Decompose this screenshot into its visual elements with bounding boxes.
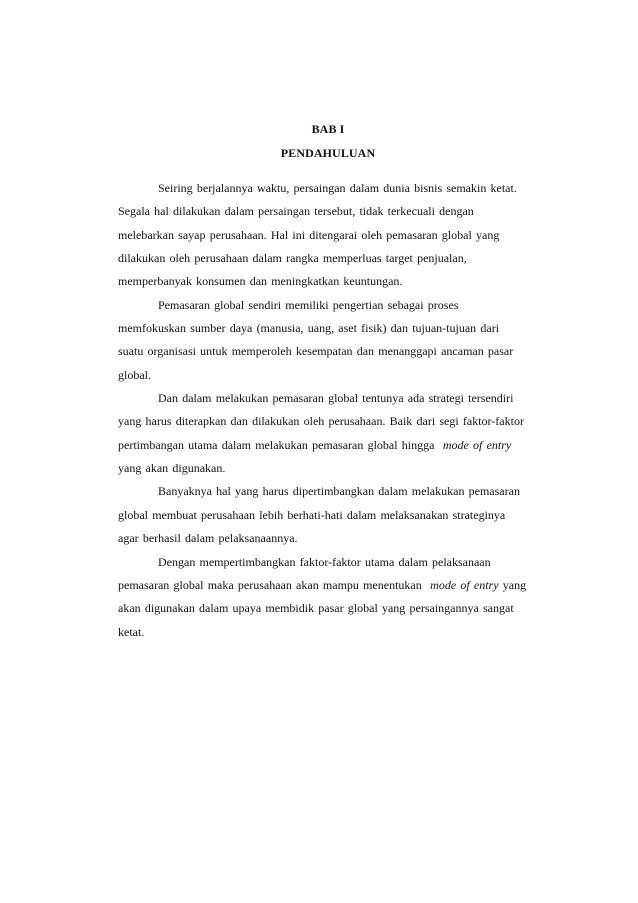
text-line bbox=[118, 574, 548, 597]
text-line-part: pertimbangan utama dalam melakukan pemasaran global hingga bbox=[118, 437, 435, 452]
text-line: dilakukan oleh perusahaan dalam rangka memperluas target penjualan, bbox=[118, 251, 467, 266]
text-line: Pemasaran global sendiri memiliki pengertian sebagai proses bbox=[158, 297, 459, 312]
text-line: Dan dalam melakukan pemasaran global tentunya ada strategi tersendiri bbox=[158, 391, 514, 406]
paragraph-5 bbox=[118, 551, 548, 644]
chapter-number: BAB I bbox=[311, 122, 345, 136]
text-line: Banyaknya hal yang harus dipertimbangkan dalam melakukan pemasaran bbox=[158, 484, 520, 499]
text-line: yang harus diterapkan dan dilakukan oleh perusahaan. Baik dari segi faktor-faktor bbox=[118, 414, 524, 429]
text-line-part: pemasaran global maka perusahaan akan mampu menentukan bbox=[118, 577, 422, 592]
text-line: global. bbox=[118, 367, 151, 382]
text-line: Seiring berjalannya waktu, persaingan dalam dunia bisnis semakin ketat. bbox=[158, 181, 517, 195]
text-line: memfokuskan sumber daya (manusia, uang, aset fisik) dan tujuan-tujuan dari bbox=[118, 321, 500, 336]
paragraph-2 bbox=[118, 294, 548, 387]
paragraph-1 bbox=[118, 177, 548, 294]
text-line-part: yang bbox=[502, 577, 527, 592]
text-line bbox=[118, 434, 548, 457]
italic-term: mode of entry bbox=[430, 577, 499, 592]
text-line: Dengan mempertimbangkan faktor-faktor utama dalam pelaksanaan bbox=[158, 554, 491, 569]
text-line: yang akan digunakan. bbox=[118, 461, 226, 476]
paragraph-4 bbox=[118, 480, 548, 550]
body-text bbox=[118, 177, 548, 644]
chapter-title: PENDAHULUAN bbox=[280, 146, 376, 160]
text-line: akan digunakan dalam upaya membidik pasar global yang persaingannya sangat bbox=[118, 601, 514, 616]
text-line: memperbanyak konsumen dan meningkatkan keuntungan. bbox=[118, 274, 403, 289]
text-line: melebarkan sayap perusahaan. Hal ini ditengarai oleh pemasaran global yang bbox=[118, 227, 500, 242]
text-line: suatu organisasi untuk memperoleh kesempatan dan menanggapi ancaman pasar bbox=[118, 344, 514, 359]
text-line: Segala hal dilakukan dalam persaingan tersebut, tidak terkecuali dengan bbox=[118, 204, 474, 219]
text-line: agar berhasil dalam pelaksanaannya. bbox=[118, 531, 298, 546]
text-line: ketat. bbox=[118, 624, 145, 639]
text-line: global membuat perusahaan lebih berhati-hati dalam melaksanakan strateginya bbox=[118, 507, 506, 522]
paragraph-3 bbox=[118, 387, 548, 480]
italic-term: mode of entry bbox=[442, 437, 512, 452]
